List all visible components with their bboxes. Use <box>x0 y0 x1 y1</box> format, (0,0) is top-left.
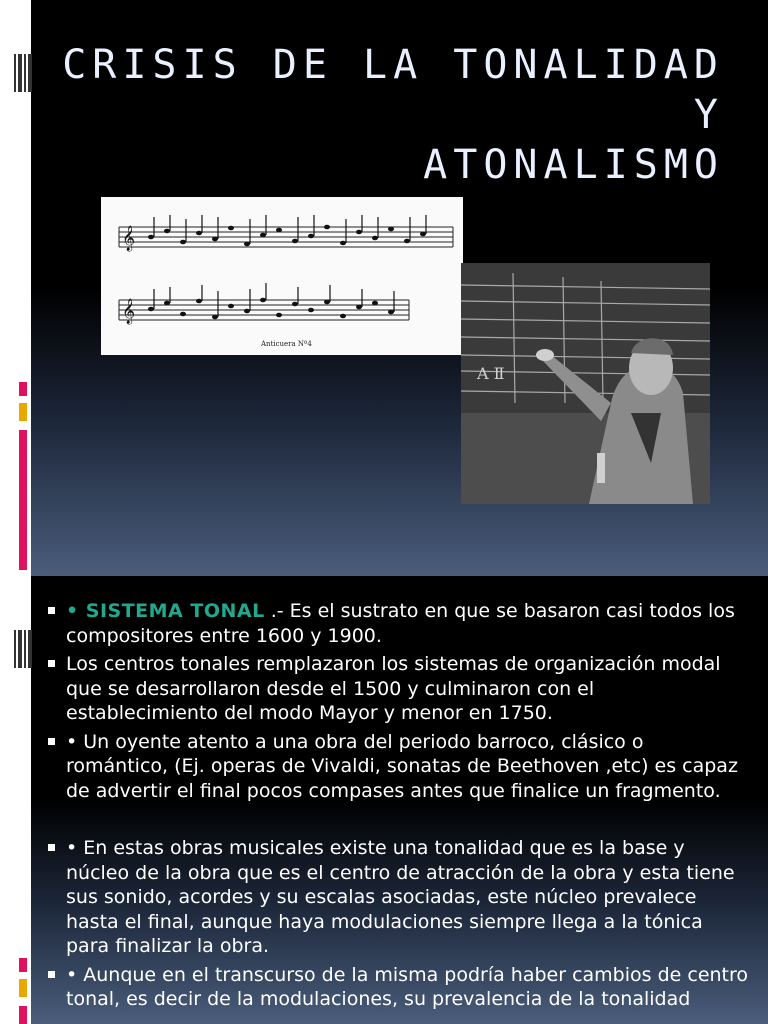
composer-photo-drawing <box>461 263 710 504</box>
title-line-1: CRISIS DE LA TONALIDAD Y <box>62 42 724 138</box>
accent-strip-gold <box>19 979 27 997</box>
accent-strip-pink-long <box>19 430 27 570</box>
composer-photo <box>461 263 710 504</box>
sheet-music-drawing <box>101 197 463 355</box>
bullet-text: .- Es el sustrato en que se basaron casi todos los compositores entre 1600 y 1900. <box>66 600 735 647</box>
slide-bars-icon <box>14 54 32 92</box>
bullet-item: Los centros tonales remplazaron los sistemas de organización modal que se desarrollaron desde el 1500 y culminaron con el establecimiento del modo Mayor y menor en 1750. <box>46 652 748 726</box>
score-caption: Anticuera Nº4 <box>261 340 312 348</box>
slide-bars-icon <box>14 630 32 668</box>
slide-title-heading <box>60 40 724 190</box>
bullet-item: • En estas obras musicales existe una tonalidad que es la base y núcleo de la obra que es el centro de atracción de la obra y esta tiene sus sonido, acordes y su escalas asociadas, este núcleo prevalece hasta el final, aunque haya modulaciones siempre llega a la tónica para finalizar la obra. <box>46 836 748 959</box>
title-line-2: ATONALISMO <box>423 142 724 188</box>
accent-strip-pink <box>19 382 27 396</box>
bullet-item: • Aunque en el transcurso de la misma podría haber cambios de centro tonal, es decir de la modulaciones, su prevalencia de la tonalidad <box>46 963 748 1012</box>
sistema-tonal-keyword: • SISTEMA TONAL <box>66 600 265 622</box>
svg-text:𝄞: 𝄞 <box>122 299 136 324</box>
accent-strip-pink <box>19 958 27 972</box>
accent-strip-gold <box>19 403 27 421</box>
bullet-list <box>46 599 748 1016</box>
bullet-item <box>46 599 748 648</box>
svg-text:𝄞: 𝄞 <box>122 226 136 251</box>
accent-strip-pink-long <box>19 1006 27 1024</box>
sheet-music-image <box>101 197 463 355</box>
slide-content <box>0 576 768 1024</box>
bullet-item: • Un oyente atento a una obra del periodo barroco, clásico o romántico, (Ej. operas de Vivaldi, sonatas de Beethoven ,etc) es capaz de advertir el final pocos compases antes que finalice un fragmento. <box>46 730 748 804</box>
svg-text:A Ⅱ: A Ⅱ <box>477 364 505 383</box>
